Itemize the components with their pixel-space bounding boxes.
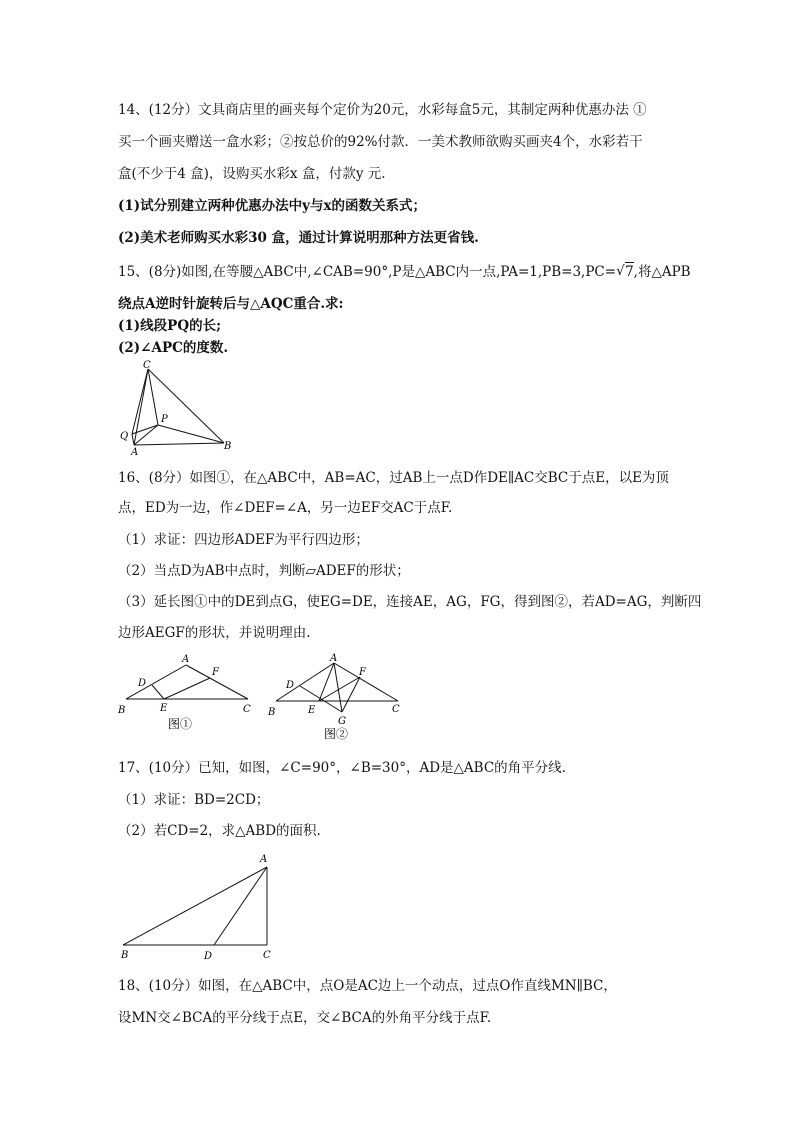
radicand: 7 (625, 264, 634, 280)
q15-line-1-text: 15、(8分)如图,在等腰△ABC中,∠CAB=90°,P是△ABC内一点,PA=1,PB=3,PC= (118, 264, 617, 280)
q14-line-2: 买一个画夹赠送一盒水彩；②按总价的92%付款．一美术教师欲购买画夹4个，水彩若干 (118, 134, 643, 150)
segment-AE (319, 663, 334, 701)
q17-line-1: 17、(10分）已知，如图，∠C=90°，∠B=30°，AD是△ABC的角平分线. (118, 760, 566, 776)
q17-figure (112, 850, 292, 965)
label-C: C (143, 360, 151, 371)
label-P: P (161, 414, 168, 425)
fig2-label-G: G (338, 716, 346, 727)
segment-EF (164, 678, 210, 699)
q14-line-3: 盒(不少于4 盒)，设购买水彩x 盒，付款y 元. (118, 166, 386, 182)
fig1-label-B: B (118, 705, 126, 716)
q15-line-1 (118, 262, 691, 282)
segment-QA (132, 434, 134, 445)
fig1-caption: 图① (168, 717, 193, 731)
fig1-label-F: F (212, 667, 219, 678)
q14-line-1: 14、(12分）文具商店里的画夹每个定价为20元，水彩每盒5元，其制定两种优惠办法 ① (118, 102, 647, 118)
segment-QP (132, 425, 158, 434)
q16-figure-1 (112, 648, 262, 740)
segment-DA (214, 867, 267, 945)
q16-part-1: （1）求证：四边形ADEF为平行四边形； (118, 532, 369, 548)
segment-BA (276, 663, 334, 701)
segment-DG (300, 686, 342, 712)
q16-part-3: （3）延长图①中的DE到点G，使EG=DE，连接AE，AG，FG，得到图②，若AD=AG，判断四 (118, 594, 702, 610)
segment-DE (152, 685, 164, 699)
label-Q: Q (120, 431, 129, 442)
radical-sign: √ (616, 263, 625, 279)
label-A: A (260, 854, 268, 865)
label-A: A (131, 447, 139, 458)
fig2-label-B: B (268, 707, 276, 718)
fig1-label-D: D (138, 678, 147, 689)
q16-figure-2 (262, 648, 422, 744)
q17-part-1: （1）求证：BD=2CD； (118, 792, 270, 808)
q16-part-2: （2）当点D为AB中点时，判断▱ADEF的形状； (118, 563, 410, 579)
q15-part-1: (1)线段PQ的长; (118, 318, 222, 334)
fig1-label-E: E (160, 703, 168, 714)
q17-part-2: （2）若CD=2，求△ABD的面积. (118, 823, 321, 839)
segment-CA (134, 369, 148, 445)
label-C: C (263, 950, 271, 961)
q16-line-1: 16、(8分）如图①，在△ABC中，AB=AC，过AB上一点D作DE∥AC交BC于点E，以E为顶 (118, 470, 669, 486)
fig2-label-E: E (308, 705, 316, 716)
segment-CB (148, 369, 224, 443)
label-B: B (224, 441, 232, 452)
fig2-label-D: D (286, 680, 295, 691)
q14-part-1: (1)试分别建立两种优惠办法中y与x的函数关系式； (118, 198, 427, 214)
label-B: B (121, 950, 129, 961)
sqrt-seven (616, 262, 634, 282)
label-D: D (204, 951, 213, 962)
q16-part-3-cont: 边形AEGF的形状，并说明理由. (118, 625, 311, 641)
q15-figure (112, 358, 242, 458)
q18-line-1: 18、(10分）如图，在△ABC中，点O是AC边上一个动点，过点O作直线MN∥BC， (118, 978, 617, 994)
q15-part-2: (2)∠APC的度数. (118, 340, 229, 356)
segment-BA (126, 665, 186, 699)
segment-BA (123, 867, 267, 945)
fig2-label-A: A (330, 653, 338, 664)
q18-line-2: 设MN交∠BCA的平分线于点E，交∠BCA的外角平分线于点F. (118, 1010, 492, 1026)
fig1-label-C: C (243, 704, 251, 715)
fig2-label-C: C (392, 704, 400, 715)
fig2-label-F: F (359, 667, 366, 678)
fig2-caption: 图② (324, 727, 349, 741)
segment-QC (132, 369, 148, 434)
q16-line-2: 点，ED为一边，作∠DEF=∠A，另一边EF交AC于点F. (118, 500, 453, 516)
q15-line-2: 绕点A逆时针旋转后与△AQC重合.求: (118, 296, 344, 312)
q15-line-1-tail: ,将△APB (633, 264, 691, 280)
segment-AB (134, 443, 224, 445)
fig1-label-A: A (182, 654, 190, 665)
q14-part-2: (2)美术老师购买水彩30 盒，通过计算说明那种方法更省钱. (118, 230, 479, 246)
segment-AG (334, 663, 342, 712)
radical-bar (625, 262, 634, 263)
segment-AC (334, 663, 398, 701)
